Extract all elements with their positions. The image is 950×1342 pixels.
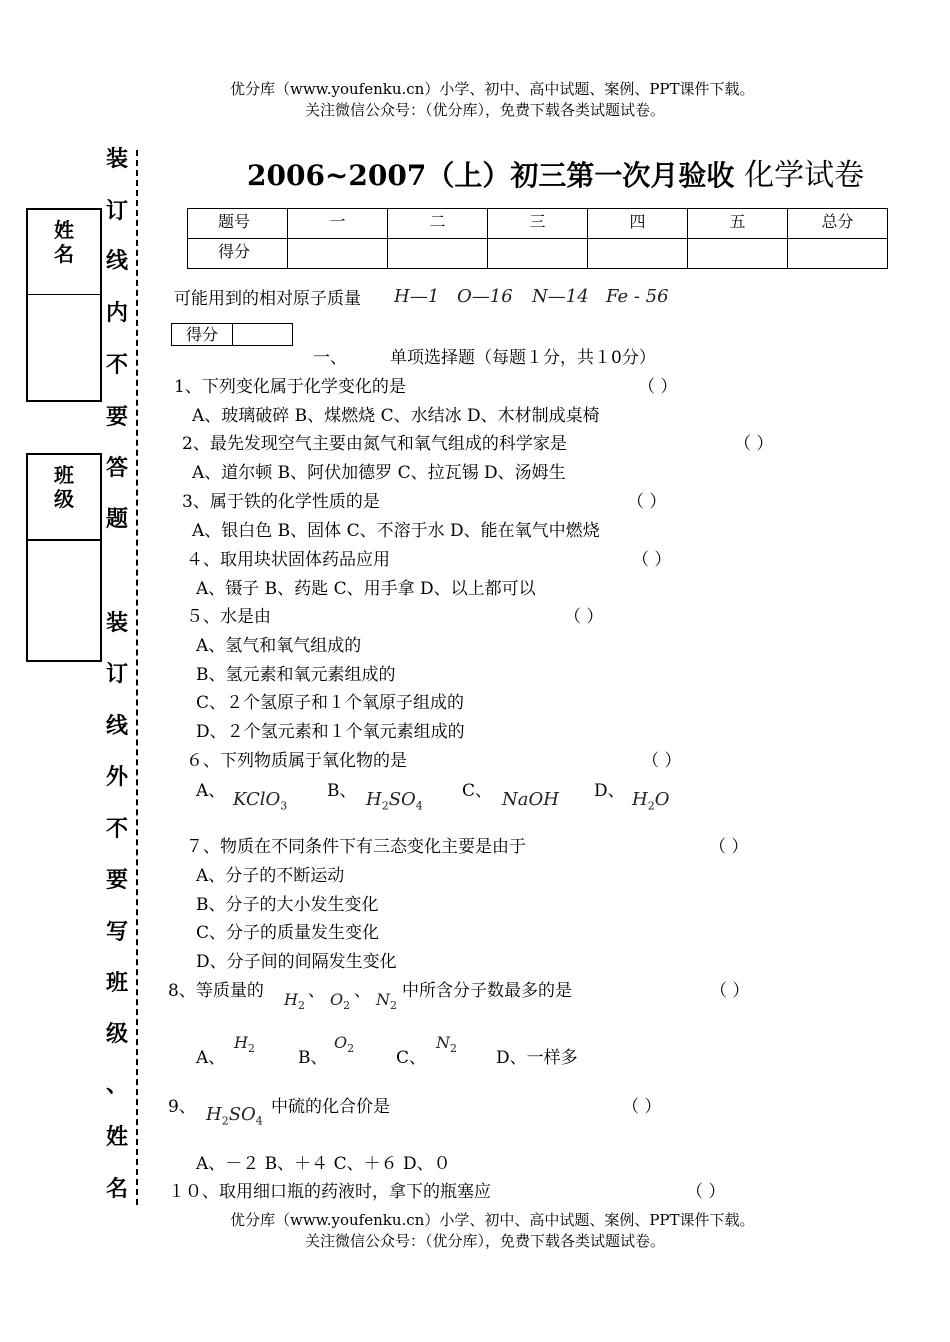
q8-stem-pre: 8、等质量的	[168, 981, 264, 1001]
binding-char: 写	[105, 919, 128, 945]
q2-answer-bracket[interactable]: （ ）	[734, 434, 774, 454]
q7-option-a: A、分子的不断运动	[196, 866, 345, 886]
binding-char: 装	[105, 610, 128, 636]
q4-answer-bracket[interactable]: （ ）	[632, 550, 672, 570]
q2-stem: 2、最先发现空气主要由氮气和氧气组成的科学家是	[182, 434, 567, 454]
q6-answer-bracket[interactable]: （ ）	[642, 751, 682, 771]
q8-formula-o2: $O_2$	[330, 990, 351, 1013]
q8-option-c-formula: $N_2$	[436, 1033, 457, 1056]
atomic-mass-o: O—16	[457, 286, 513, 307]
name-box	[26, 208, 102, 402]
q2-options: A、道尔顿 B、阿伏加德罗 C、拉瓦锡 D、汤姆生	[192, 463, 566, 483]
binding-char: 要	[105, 867, 128, 893]
section-score-box	[171, 323, 293, 346]
q8-stem-post: 中所含分子数最多的是	[402, 981, 572, 1001]
atomic-mass-n: N—14	[532, 286, 589, 307]
q6-label-b: B、	[327, 781, 357, 801]
q8-formula-h2: $H_2$	[284, 990, 305, 1013]
q5-option-a: A、氢气和氧气组成的	[196, 636, 362, 656]
q8-label-a: A、	[196, 1048, 226, 1068]
binding-char: 线	[105, 713, 128, 739]
score-table-cell: 一	[288, 209, 388, 239]
score-cell-input[interactable]	[388, 239, 488, 269]
q6-label-c: C、	[462, 781, 493, 801]
section-score-label: 得分	[172, 324, 233, 345]
q3-stem: 3、属于铁的化学性质的是	[182, 492, 380, 512]
q6-formula-b: $H_2SO_4$	[366, 789, 423, 813]
header-line-2: 关注微信公众号：（优分库），免费下载各类试题试卷。	[305, 101, 666, 119]
class-label	[28, 455, 100, 539]
title-main: 2006~2007（上）初三第一次月验收	[247, 159, 735, 192]
page-title	[247, 150, 864, 194]
q6-formula-d: $H_2O$	[632, 789, 670, 813]
score-table-cell: 三	[488, 209, 588, 239]
name-label-text: 姓名	[54, 218, 74, 266]
binding-char: 要	[105, 404, 128, 430]
q9-options: A、－２ B、＋４ C、＋６ D、０	[196, 1154, 451, 1174]
binding-dashed-line	[136, 150, 138, 1205]
binding-char: 答	[105, 455, 128, 481]
section-title: 单项选择题（每题１分，共１0分）	[390, 348, 656, 368]
binding-char: 装	[105, 146, 128, 172]
score-cell-input[interactable]	[588, 239, 688, 269]
binding-char: 订	[105, 198, 128, 224]
binding-char: 外	[105, 764, 128, 790]
q5-option-c: C、２个氢原子和１个氧原子组成的	[196, 693, 465, 713]
q9-answer-bracket[interactable]: （ ）	[622, 1097, 662, 1117]
q1-stem: 1、下列变化属于化学变化的是	[174, 377, 406, 397]
q5-stem: ５、水是由	[186, 607, 271, 627]
score-cell-input[interactable]	[288, 239, 388, 269]
class-label-text: 班级	[54, 463, 74, 511]
header-line-1: 优分库（www.youfenku.cn）小学、初中、高中试题、案例、PPT课件下载。	[230, 80, 755, 98]
q6-stem: ６、下列物质属于氧化物的是	[186, 751, 407, 771]
q5-option-d: D、２个氢元素和１个氧元素组成的	[196, 722, 465, 742]
binding-char: 班	[105, 970, 128, 996]
score-cell-input[interactable]	[788, 239, 888, 269]
q8-option-b-formula: $O_2$	[334, 1033, 355, 1056]
class-input-area[interactable]	[28, 539, 100, 660]
q7-option-d: D、分子间的间隔发生变化	[196, 952, 397, 972]
footer-line-1: 优分库（www.youfenku.cn）小学、初中、高中试题、案例、PPT课件下载。	[230, 1211, 755, 1229]
title-suffix: 化学试卷	[744, 158, 865, 193]
q6-label-d: D、	[594, 781, 625, 801]
binding-char: 名	[105, 1176, 128, 1202]
binding-char: 级	[105, 1021, 128, 1047]
q8-option-d: D、一样多	[496, 1048, 578, 1068]
binding-char: 题	[105, 506, 128, 532]
score-cell-input[interactable]	[688, 239, 788, 269]
q7-answer-bracket[interactable]: （ ）	[709, 837, 749, 857]
q9-number: 9、	[168, 1097, 196, 1117]
atomic-mass-fe: Fe - 56	[606, 286, 669, 307]
score-table-header-row	[188, 209, 888, 239]
score-table-row-label: 得分	[188, 239, 288, 269]
score-table-cell: 题号	[188, 209, 288, 239]
q4-options: A、镊子 B、药匙 C、用手拿 D、以上都可以	[196, 579, 536, 599]
q10-answer-bracket[interactable]: （ ）	[686, 1182, 726, 1202]
q7-stem: ７、物质在不同条件下有三态变化主要是由于	[186, 837, 526, 857]
q6-formula-c: NaOH	[502, 789, 559, 810]
binding-char: 线	[105, 248, 128, 274]
q10-stem: １０、取用细口瓶的药液时，拿下的瓶塞应	[168, 1182, 491, 1202]
section-number: 一、	[313, 348, 347, 368]
q1-answer-bracket[interactable]: （ ）	[638, 377, 678, 397]
class-box	[26, 453, 102, 662]
q8-separator: 、	[354, 981, 371, 1001]
q9-formula: $H_2SO_4$	[206, 1104, 263, 1128]
q1-options: A、玻璃破碎 B、煤燃烧 C、水结冰 D、木材制成桌椅	[192, 406, 600, 426]
q8-label-c: C、	[396, 1048, 427, 1068]
score-table-cell: 五	[688, 209, 788, 239]
q8-separator: 、	[308, 981, 325, 1001]
atomic-mass-h: H—1	[394, 286, 440, 307]
q4-stem: ４、取用块状固体药品应用	[186, 550, 390, 570]
name-label	[40, 210, 88, 294]
q6-formula-a: KClO$_3$	[233, 789, 288, 813]
q3-options: A、银白色 B、固体 C、不溶于水 D、能在氧气中燃烧	[192, 521, 600, 541]
binding-char: 不	[105, 816, 128, 842]
atomic-mass-label: 可能用到的相对原子质量	[174, 289, 361, 309]
score-table-cell: 总分	[788, 209, 888, 239]
binding-char: 姓	[105, 1124, 128, 1150]
q6-label-a: A、	[196, 781, 226, 801]
q8-answer-bracket[interactable]: （ ）	[710, 981, 750, 1001]
score-cell-input[interactable]	[488, 239, 588, 269]
score-table-cell: 四	[588, 209, 688, 239]
binding-char: 不	[105, 352, 128, 378]
binding-char: 订	[105, 661, 128, 687]
score-table	[187, 208, 888, 269]
name-input-area[interactable]	[28, 294, 100, 399]
score-table-score-row	[188, 239, 888, 269]
footer-line-2: 关注微信公众号：（优分库），免费下载各类试题试卷。	[305, 1232, 666, 1250]
q9-stem: 中硫的化合价是	[271, 1097, 390, 1117]
q8-option-a-formula: $H_2$	[234, 1033, 255, 1056]
binding-char: 内	[105, 300, 128, 326]
q3-answer-bracket[interactable]: （ ）	[627, 492, 667, 512]
binding-char: 、	[105, 1072, 128, 1098]
q8-formula-n2: $N_2$	[376, 990, 397, 1013]
q7-option-c: C、分子的质量发生变化	[196, 923, 380, 943]
q5-option-b: B、氢元素和氧元素组成的	[196, 665, 396, 685]
section-score-input[interactable]	[233, 324, 292, 345]
q5-answer-bracket[interactable]: （ ）	[564, 607, 604, 627]
q8-label-b: B、	[298, 1048, 328, 1068]
q7-option-b: B、分子的大小发生变化	[196, 895, 379, 915]
score-table-cell: 二	[388, 209, 488, 239]
